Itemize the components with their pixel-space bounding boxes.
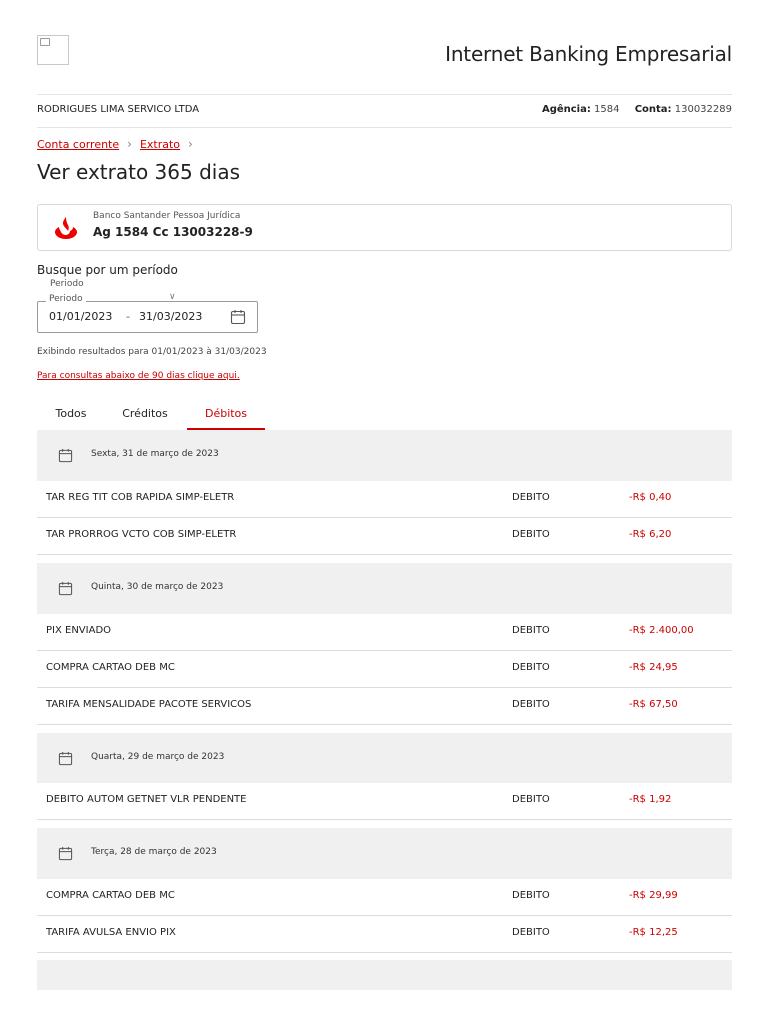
period-select[interactable]: Periodo [50, 279, 84, 289]
transaction-row[interactable] [37, 481, 732, 518]
transaction-description: PIX ENVIADO [46, 625, 112, 636]
transaction-description: DEBITO AUTOM GETNET VLR PENDENTE [46, 794, 247, 805]
chevron-right-icon: › [127, 137, 132, 151]
statement-tabs [37, 403, 732, 430]
transaction-type: DEBITO [512, 529, 550, 540]
transaction-description: COMPRA CARTAO DEB MC [46, 662, 175, 673]
transaction-type: DEBITO [512, 699, 550, 710]
account-number: Ag 1584 Cc 13003228-9 [93, 225, 253, 239]
transaction-type: DEBITO [512, 927, 550, 938]
period-field-label: Periodo [46, 294, 86, 304]
day-header [37, 828, 732, 879]
breadcrumb-extrato[interactable]: Extrato [139, 137, 181, 151]
transaction-description: TAR PRORROG VCTO COB SIMP-ELETR [46, 529, 237, 540]
date-to-input[interactable]: 31/03/2023 [139, 310, 203, 323]
santander-flame-icon [52, 215, 80, 241]
chevron-right-icon: › [188, 137, 193, 151]
date-separator: - [126, 310, 130, 323]
account-card [37, 204, 732, 251]
calendar-icon[interactable] [230, 309, 246, 325]
transaction-type: DEBITO [512, 492, 550, 503]
breadcrumb-conta-corrente[interactable]: Conta corrente [37, 137, 120, 151]
day-date-label: Quarta, 29 de março de 2023 [91, 752, 225, 762]
breadcrumb [37, 137, 201, 151]
transaction-row[interactable] [37, 783, 732, 820]
logo-image [37, 35, 69, 65]
day-header [37, 430, 732, 481]
tab-creditos[interactable]: Créditos [122, 407, 168, 420]
page-title: Ver extrato 365 dias [37, 160, 241, 184]
transaction-amount: -R$ 1,92 [629, 794, 672, 805]
results-summary: Exibindo resultados para 01/01/2023 à 31/03/2023 [37, 347, 267, 357]
day-date-label: Terça, 28 de março de 2023 [91, 847, 217, 857]
transaction-amount: -R$ 67,50 [629, 699, 678, 710]
bank-name: Banco Santander Pessoa Jurídica [93, 211, 241, 221]
transaction-description: TAR REG TIT COB RAPIDA SIMP-ELETR [46, 492, 235, 503]
transaction-row[interactable] [37, 651, 732, 688]
conta-value: 130032289 [674, 104, 732, 115]
day-date-label: Sexta, 31 de março de 2023 [91, 449, 219, 459]
tab-todos[interactable]: Todos [55, 407, 87, 420]
day-date-label: Quinta, 30 de março de 2023 [91, 582, 224, 592]
calendar-icon [58, 448, 73, 463]
conta-label: Conta: [634, 104, 672, 115]
broken-image-icon [40, 38, 50, 46]
transaction-amount: -R$ 12,25 [629, 927, 678, 938]
transaction-amount: -R$ 2.400,00 [629, 625, 694, 636]
calendar-icon [58, 846, 73, 861]
search-period-label: Busque por um período [37, 263, 178, 277]
transaction-row[interactable] [37, 518, 732, 555]
day-header [37, 563, 732, 614]
transaction-type: DEBITO [512, 794, 550, 805]
divider [37, 127, 732, 128]
app-title: Internet Banking Empresarial [445, 42, 732, 66]
transaction-amount: -R$ 24,95 [629, 662, 678, 673]
transaction-type: DEBITO [512, 890, 550, 901]
day-header [37, 733, 732, 784]
agencia-label: Agência: [541, 104, 591, 115]
transaction-description: COMPRA CARTAO DEB MC [46, 890, 175, 901]
chevron-down-icon[interactable]: ∨ [169, 292, 176, 302]
transaction-row[interactable] [37, 688, 732, 725]
consult-90-days-link[interactable]: Para consultas abaixo de 90 dias clique aqui. [37, 371, 240, 381]
tab-debitos[interactable]: Débitos [187, 403, 265, 430]
transaction-amount: -R$ 29,99 [629, 890, 678, 901]
agencia-value: 1584 [594, 104, 620, 115]
transaction-description: TARIFA MENSALIDADE PACOTE SERVICOS [46, 699, 252, 710]
transaction-type: DEBITO [512, 662, 550, 673]
calendar-icon [58, 581, 73, 596]
transaction-amount: -R$ 6,20 [629, 529, 672, 540]
date-from-input[interactable]: 01/01/2023 [49, 310, 113, 323]
calendar-icon [58, 751, 73, 766]
transaction-row[interactable] [37, 916, 732, 953]
transaction-type: DEBITO [512, 625, 550, 636]
company-name: RODRIGUES LIMA SERVICO LTDA [37, 104, 200, 115]
transaction-description: TARIFA AVULSA ENVIO PIX [46, 927, 176, 938]
transaction-row[interactable] [37, 614, 732, 651]
day-header [37, 960, 732, 990]
transaction-row[interactable] [37, 879, 732, 916]
account-info [542, 104, 732, 115]
transaction-amount: -R$ 0,40 [629, 492, 672, 503]
divider [37, 94, 732, 95]
